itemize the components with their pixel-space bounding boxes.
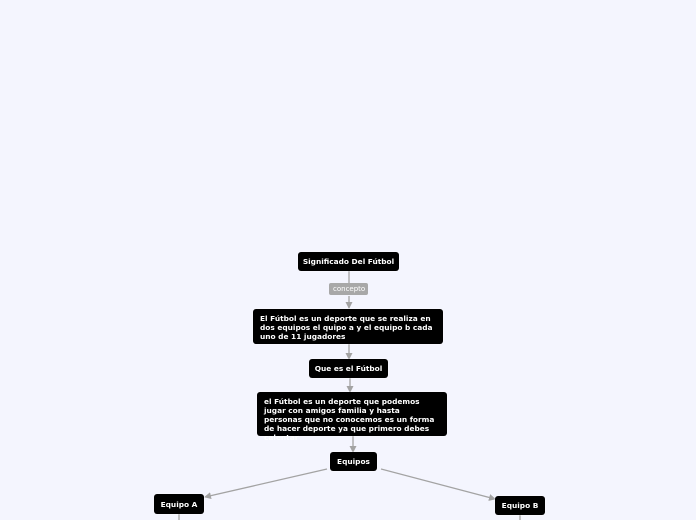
connector-equipos-equipo-b: [381, 469, 495, 499]
node-significado-del-futbol[interactable]: Significado Del Fútbol: [298, 252, 399, 271]
node-equipos[interactable]: Equipos: [330, 452, 377, 471]
connector-equipos-equipo-a: [205, 469, 327, 497]
node-equipo-a[interactable]: Equipo A: [154, 494, 204, 514]
node-concepto-description[interactable]: El Fútbol es un deporte que se realiza en dos equipos el quipo a y el equipo b cada uno de 11 jugadores: [253, 309, 443, 344]
node-definicion[interactable]: el Fútbol es un deporte que podemos jugar con amigos familia y hasta personas que no conocemos es un forma de hacer deporte ya que primero debes calentar: [257, 392, 447, 436]
edge-label-concepto[interactable]: concepto: [329, 283, 368, 295]
node-que-es-el-futbol[interactable]: Que es el Fútbol: [309, 359, 388, 378]
node-equipo-b[interactable]: Equipo B: [495, 496, 545, 515]
